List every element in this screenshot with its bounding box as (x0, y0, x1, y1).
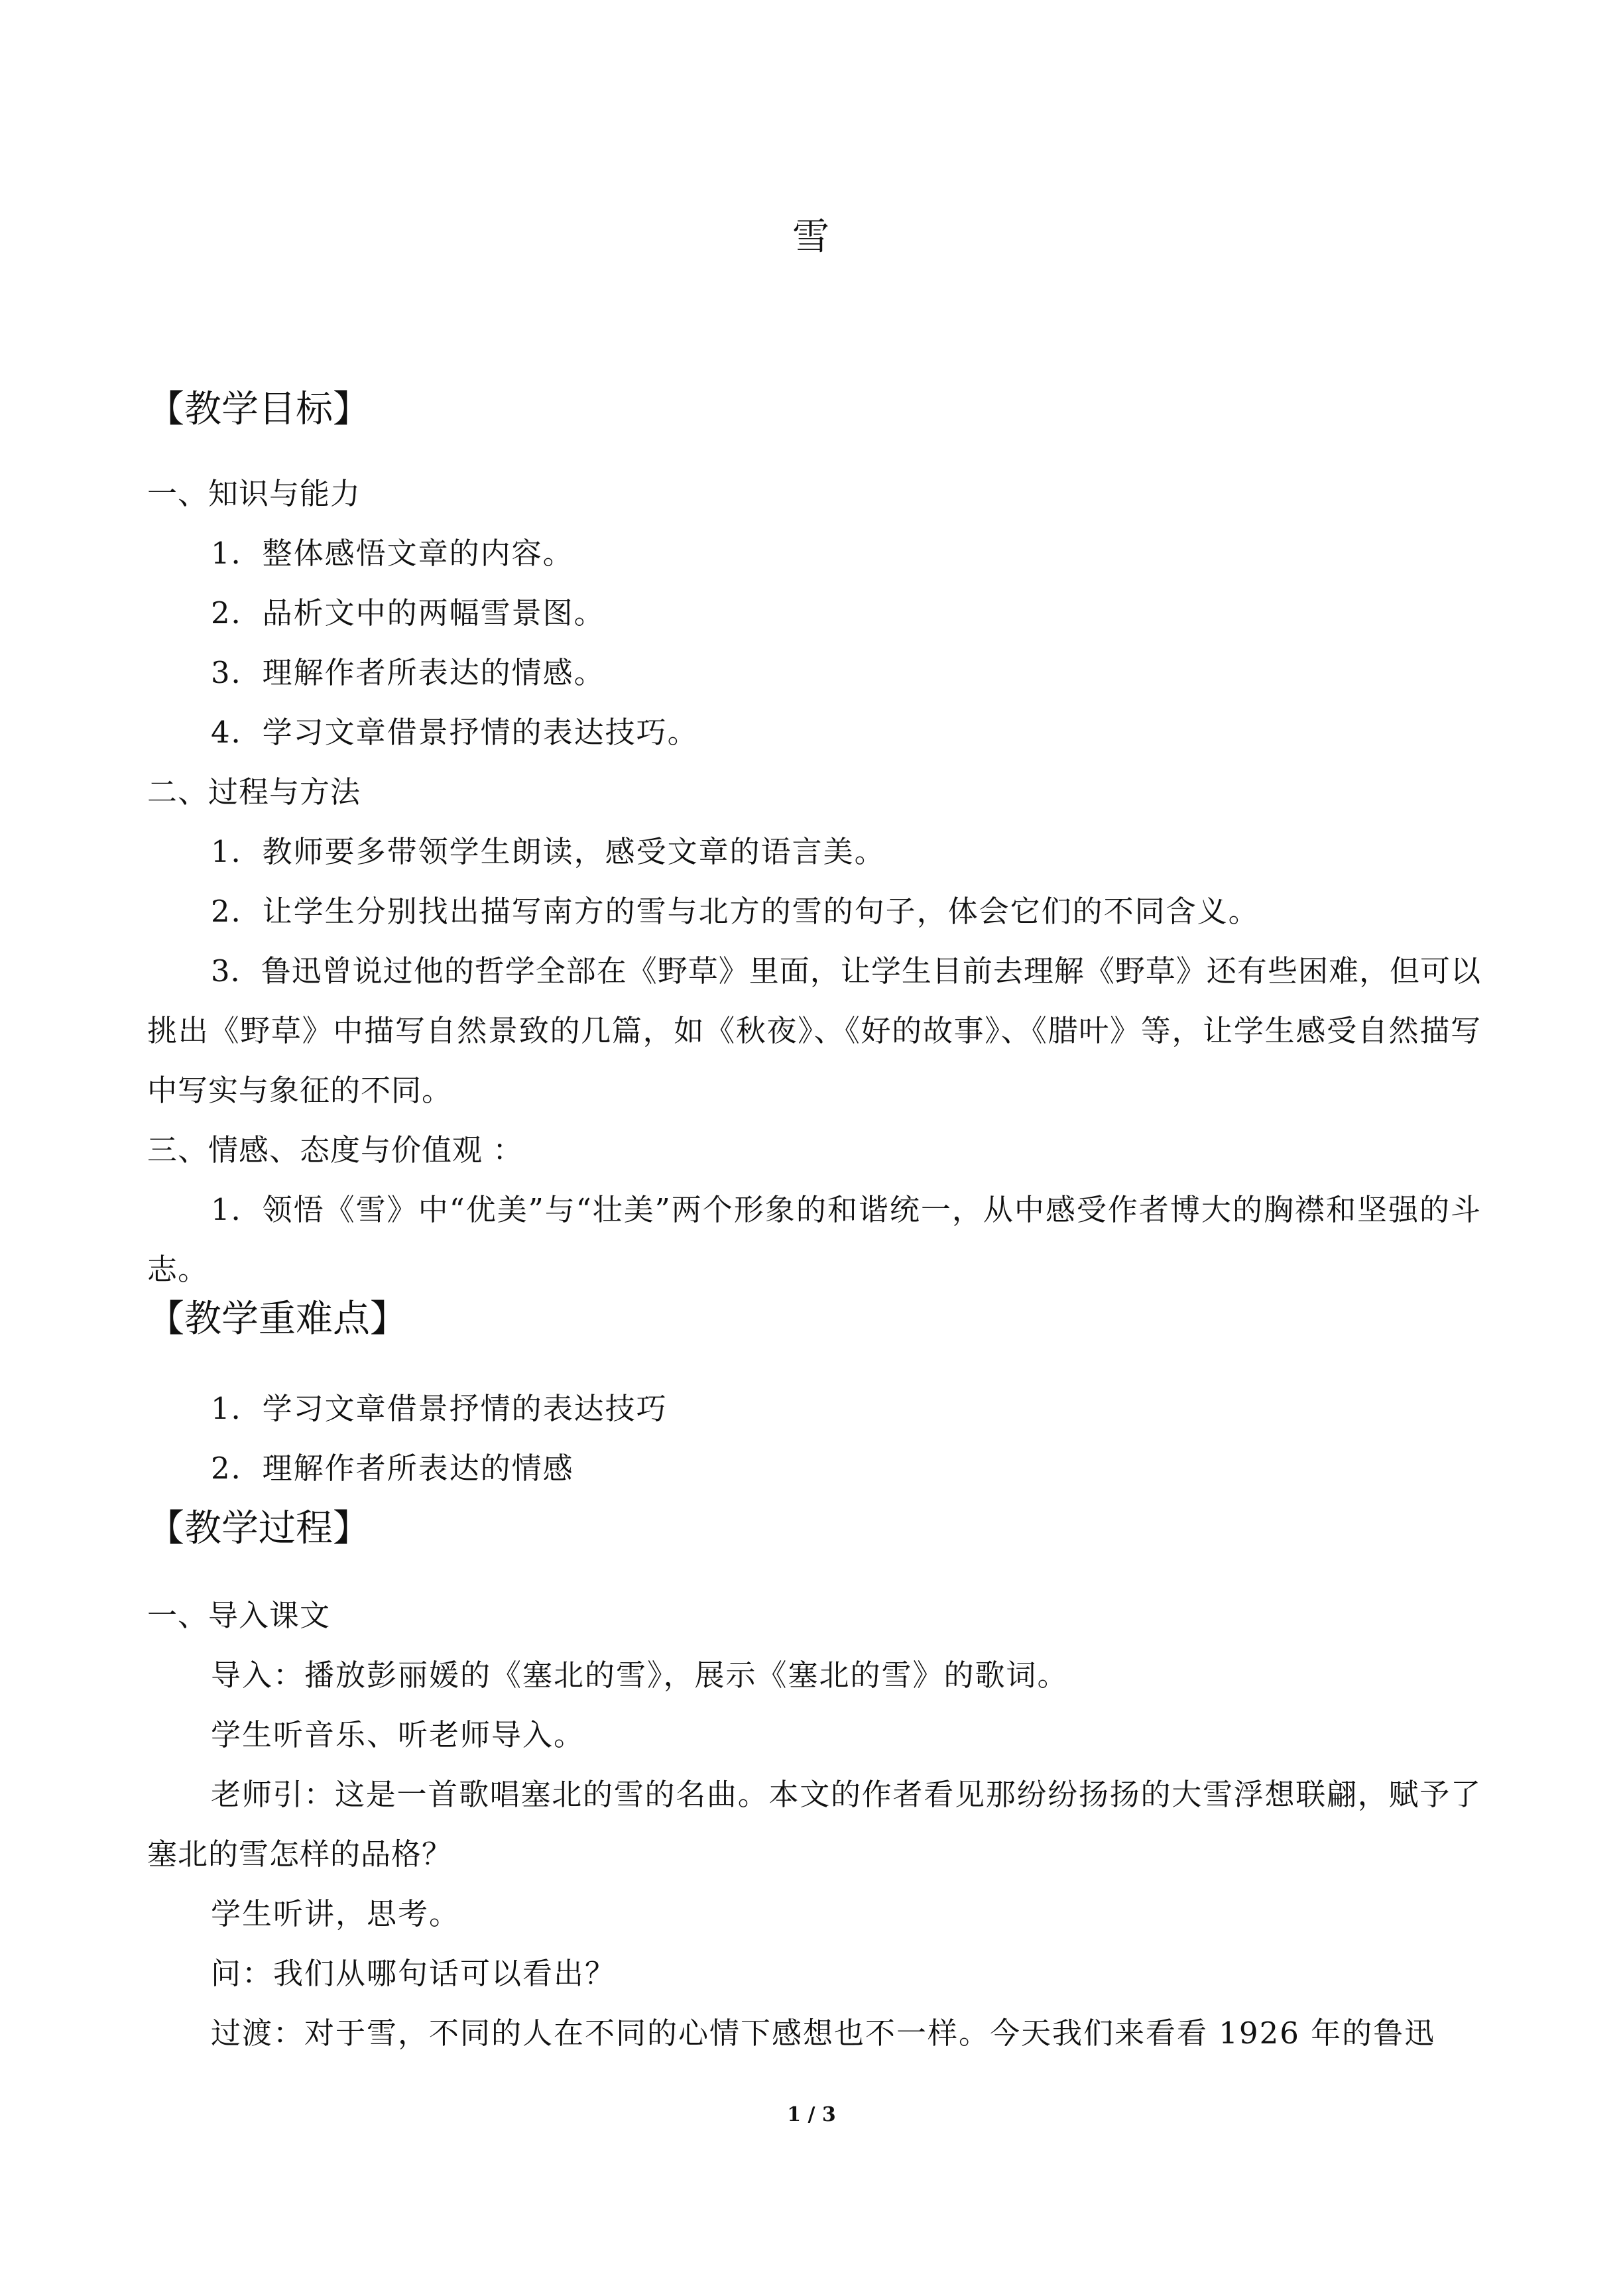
goals-heading-knowledge: 一、知识与能力 (147, 476, 361, 511)
goals-knowledge-item-3: 3．理解作者所表达的情感。 (211, 655, 605, 690)
goals-heading-emotion: 三、情感、态度与价值观 ： (147, 1132, 524, 1168)
goals-knowledge-item-1: 1．整体感悟文章的内容。 (211, 536, 574, 571)
goals-knowledge-item-4: 4．学习文章借景抒情的表达技巧。 (211, 715, 699, 750)
process-intro-line-4: 问：我们从哪句话可以看出？ (211, 1956, 617, 1991)
section-heading-process: 【教学过程】 (147, 1507, 370, 1550)
process-heading-intro: 一、导入课文 (147, 1598, 331, 1633)
process-intro-line-2: 学生听音乐、听老师导入。 (211, 1717, 585, 1752)
goals-method-item-2: 2．让学生分别找出描写南方的雪与北方的雪的句子，体会它们的不同含义。 (211, 894, 1260, 929)
process-intro-transition: 过渡：对于雪，不同的人在不同的心情下感想也不一样。今天我们来看看 1926 年的鲁迅 (211, 2016, 1436, 2051)
key-points-item-1: 1．学习文章借景抒情的表达技巧 (211, 1391, 668, 1426)
process-intro-line-1: 导入：播放彭丽媛的《塞北的雪》，展示《塞北的雪》的歌词。 (211, 1658, 1069, 1693)
goals-method-item-1: 1．教师要多带领学生朗读，感受文章的语言美。 (211, 834, 886, 869)
section-heading-goals: 【教学目标】 (147, 388, 370, 431)
goals-knowledge-item-2: 2．品析文中的两幅雪景图。 (211, 595, 605, 631)
goals-emotion-item-1: 1．领悟《雪》中“优美”与“壮美”两个形象的和谐统一，从中感受作者博大的胸襟和坚强的斗志。 (147, 1192, 1481, 1287)
process-intro-teacher-paragraph: 老师引：这是一首歌唱塞北的雪的名曲。本文的作者看见那纷纷扬扬的大雪浮想联翩，赋予了塞北的雪怎样的品格？ (147, 1777, 1481, 1872)
goals-method-item-3: 3．鲁迅曾说过他的哲学全部在《野草》里面，让学生目前去理解《野草》还有些困难，但可以挑出《野草》中描写自然景致的几篇，如《秋夜》、《好的故事》、《腊叶》等，让学生感受自然描写中写实与象征的不同。 (147, 953, 1481, 1108)
page-number: 1 / 3 (787, 2103, 836, 2126)
goals-heading-method: 二、过程与方法 (147, 774, 361, 810)
process-intro-line-3: 学生听讲，思考。 (211, 1896, 461, 1931)
key-points-item-2: 2．理解作者所表达的情感 (211, 1451, 574, 1486)
section-heading-key-points: 【教学重难点】 (147, 1298, 407, 1341)
document-title: 雪 (792, 215, 831, 259)
